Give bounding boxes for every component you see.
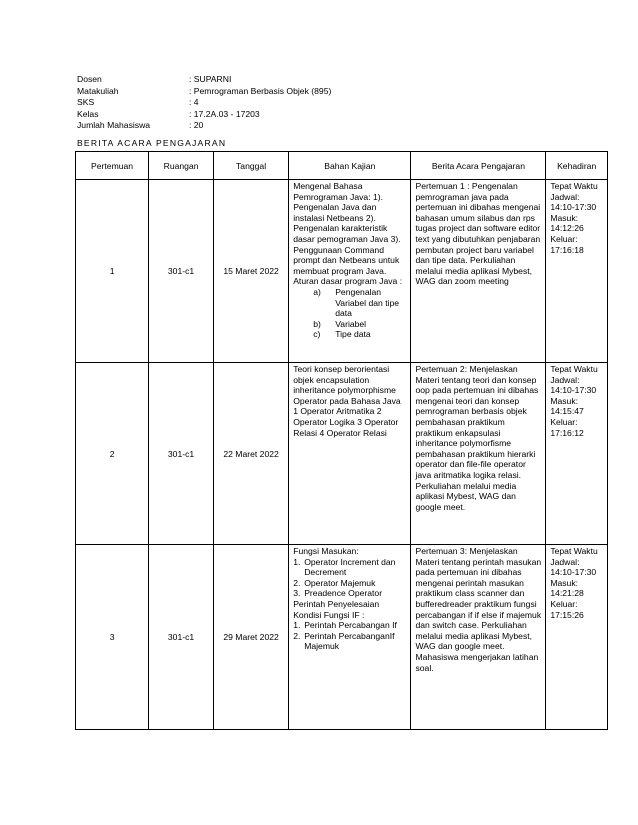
info-label: Kelas <box>77 108 99 119</box>
list-marker: a) <box>313 286 321 297</box>
list-text: Operator Majemuk <box>304 577 376 588</box>
cell-kehadiran: Tepat Waktu Jadwal: 14:10-17:30 Masuk: 14:21:28 Keluar: 17:15:26 <box>546 545 608 730</box>
table-header-row <box>76 152 608 180</box>
bahan-list <box>293 557 406 599</box>
info-label: Matakuliah <box>77 85 119 96</box>
list-item <box>293 630 406 652</box>
cell-kehadiran: Tepat Waktu Jadwal: 14:10-17:30 Masuk: 14:15:47 Keluar: 17:16:12 <box>546 363 608 545</box>
cell-bahan-kajian: Teori konsep berorientasi objek encapsulation inheritance polymorphisme Operator pada Bahasa Java 1 Operator Aritmatika 2 Operator Logika 3 Operator Relasi 4 Operator Relasi <box>289 363 411 545</box>
table-row <box>76 363 608 545</box>
cell-bahan-kajian <box>289 545 411 730</box>
info-row-sks <box>77 97 331 109</box>
list-text: Variabel <box>335 318 367 329</box>
info-value: : Pemrograman Berbasis Objek (895) <box>189 85 332 96</box>
info-block <box>77 74 331 132</box>
info-value: : SUPARNI <box>189 74 232 84</box>
cell-bahan-kajian <box>289 180 411 363</box>
list-item <box>293 588 406 599</box>
bahan-mid: Perintah Penyelesaian Kondisi Fungsi IF : <box>293 598 380 620</box>
info-row-dosen <box>77 74 331 86</box>
info-label: SKS <box>77 97 95 108</box>
list-item <box>293 577 406 589</box>
list-item <box>293 620 406 631</box>
section-title: BERITA ACARA PENGAJARAN <box>77 138 227 148</box>
bahan-intro: Fungsi Masukan: <box>293 546 359 556</box>
list-item <box>293 556 406 578</box>
cell-pertemuan: 2 <box>76 363 149 545</box>
cell-ruangan: 301-c1 <box>149 180 214 363</box>
cell-kehadiran: Tepat Waktu Jadwal: 14:10-17:30 Masuk: 14:12:26 Keluar: 17:16:18 <box>546 180 608 363</box>
list-item <box>313 318 406 330</box>
list-text: Operator Increment dan Decrement <box>304 556 396 578</box>
list-item <box>313 329 406 340</box>
info-row-kelas <box>77 109 331 121</box>
berita-acara-table <box>75 151 608 730</box>
list-marker: 1. <box>293 556 301 567</box>
cell-berita-acara: Pertemuan 3: Menjelaskan Materi tentang perintah masukan pada pertemuan ini dibahas mengenai perintah masukan praktikum class scanner dan bufferedreader praktikum fungsi percabangan if if else if majemuk dan switch case. Perkuliahan melalui media aplikasi Mybest, WAG dan google meet. Mahasiswa mengerjakan latihan soal. <box>411 545 546 730</box>
list-marker: 2. <box>293 577 301 588</box>
list-marker: c) <box>313 329 321 340</box>
list-text: Pengenalan Variabel dan tipe data <box>335 286 400 319</box>
list-text: Perintah Percabangan If <box>304 620 397 631</box>
header-berita-acara: Berita Acara Pengajaran <box>411 152 546 180</box>
table-row <box>76 545 608 730</box>
table-row <box>76 180 608 363</box>
info-label: Dosen <box>77 74 102 84</box>
cell-pertemuan: 3 <box>76 545 149 730</box>
cell-ruangan: 301-c1 <box>149 363 214 545</box>
info-value: : 20 <box>189 120 204 131</box>
info-row-jumlah-mahasiswa <box>77 120 331 132</box>
info-value: : 4 <box>189 97 199 108</box>
cell-tanggal: 29 Maret 2022 <box>213 545 288 730</box>
list-text: Tipe data <box>335 329 371 340</box>
info-row-matakuliah <box>77 86 331 98</box>
list-marker: 2. <box>293 630 301 641</box>
list-marker: b) <box>313 318 321 329</box>
bahan-list <box>293 287 406 340</box>
header-ruangan: Ruangan <box>149 152 214 180</box>
list-text: Perintah PercabanganIf Majemuk <box>304 630 395 652</box>
cell-berita-acara: Pertemuan 1 : Pengenalan pemrograman java pada pertemuan ini dibahas mengenai bahasan umum silabus dan rps tugas project dan software editor text yang dibutuhkan penjabaran pembutan project baru variabel dan tipe data. Perkuliahan melalui media aplikasi Mybest, WAG dan zoom meeting <box>411 180 546 363</box>
bahan-intro: Mengenal Bahasa Pemrograman Java: 1). Pengenalan Java dan instalasi Netbeans 2). Pengenalan karakteristik dasar pemograman Java 3). Penggunaan Command prompt dan Netbeans untuk membuat program Java. Aturan dasar program Java : <box>293 181 403 287</box>
cell-ruangan: 301-c1 <box>149 545 214 730</box>
bahan-list <box>293 620 406 652</box>
list-marker: 3. <box>293 588 301 599</box>
list-text: Preadence Operator <box>304 588 383 599</box>
list-item <box>313 286 406 319</box>
header-tanggal: Tanggal <box>213 152 288 180</box>
header-pertemuan: Pertemuan <box>76 152 149 180</box>
cell-tanggal: 15 Maret 2022 <box>213 180 288 363</box>
header-kehadiran: Kehadiran <box>546 152 608 180</box>
header-bahan-kajian: Bahan Kajian <box>289 152 411 180</box>
cell-tanggal: 22 Maret 2022 <box>213 363 288 545</box>
cell-pertemuan: 1 <box>76 180 149 363</box>
info-value: : 17.2A.03 - 17203 <box>189 108 260 119</box>
list-marker: 1. <box>293 620 301 631</box>
info-label: Jumlah Mahasiswa <box>77 120 151 131</box>
cell-berita-acara: Pertemuan 2: Menjelaskan Materi tentang teori dan konsep oop pada pertemuan ini dibahas mengenai teori dan konsep pemrograman berbasis objek pembahasan praktikum praktikum enkapsulasi inheritance polymorfisme pembahasan praktikum hierarki operator dan file-file operator java aritmatika logika relasi. Perkuliahan melalui media aplikasi Mybest, WAG dan google meet. <box>411 363 546 545</box>
